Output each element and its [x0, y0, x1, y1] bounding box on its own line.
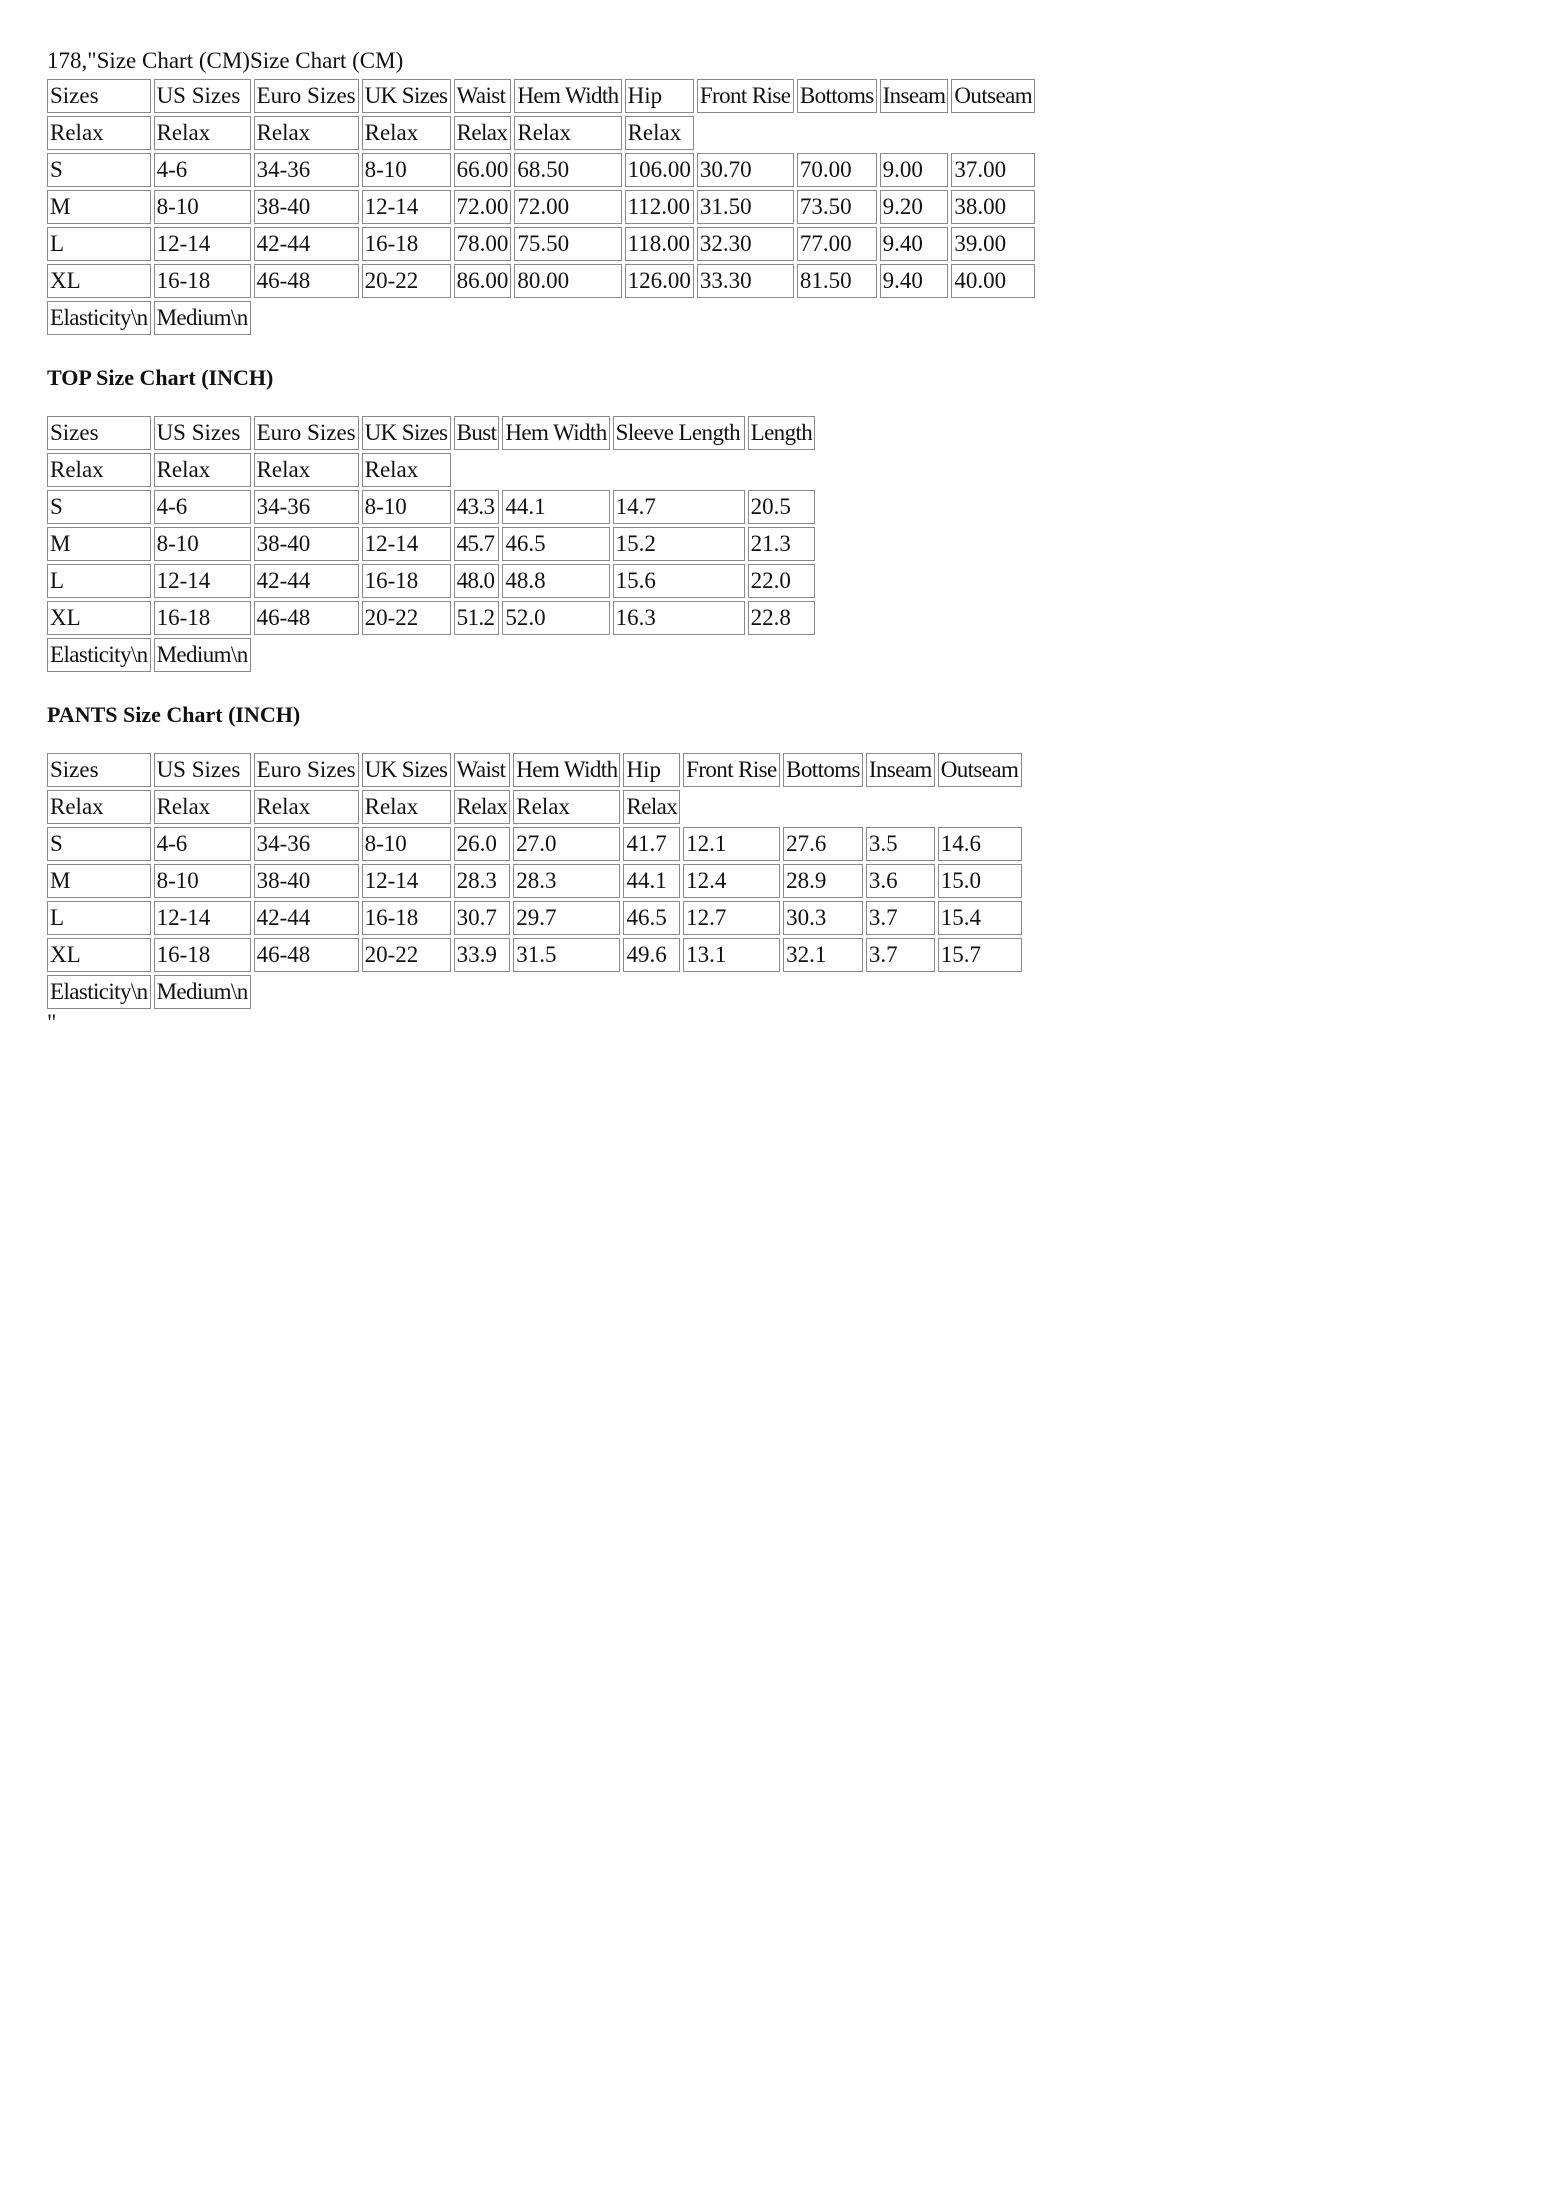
table-cell: 30.70: [697, 153, 794, 187]
header-cell: Outseam: [938, 753, 1022, 787]
table-cell: 68.50: [514, 153, 621, 187]
table-row: [47, 601, 815, 635]
empty-cell: [362, 975, 451, 1009]
table-cell: S: [47, 490, 151, 524]
table-cell: 15.7: [938, 938, 1022, 972]
empty-cell: [254, 975, 359, 1009]
table-cell: 78.00: [454, 227, 512, 261]
table-cell: 16-18: [362, 901, 451, 935]
table-cell: 4-6: [154, 827, 251, 861]
table-cell: 16.3: [613, 601, 745, 635]
top-size-table: [44, 413, 818, 675]
table-cell: 43.3: [454, 490, 500, 524]
empty-cell: [513, 975, 620, 1009]
empty-cell: [748, 453, 816, 487]
table-cell: 75.50: [514, 227, 621, 261]
table-cell: 8-10: [154, 527, 251, 561]
empty-cell: [514, 301, 621, 335]
empty-cell: [938, 790, 1022, 824]
table-cell: 42-44: [254, 901, 359, 935]
empty-cell: [254, 301, 359, 335]
empty-cell: [613, 453, 745, 487]
elasticity-row: [47, 975, 1022, 1009]
table-row: [47, 527, 815, 561]
table-cell: 45.7: [454, 527, 500, 561]
table-cell: L: [47, 564, 151, 598]
pants-size-table: [44, 750, 1025, 1012]
header-cell: Sizes: [47, 753, 151, 787]
table-cell: 38.00: [951, 190, 1035, 224]
empty-cell: [623, 975, 680, 1009]
table-cell: 8-10: [154, 190, 251, 224]
empty-cell: [362, 301, 451, 335]
table-cell: 46-48: [254, 938, 359, 972]
table-cell: 3.7: [866, 938, 935, 972]
table-cell: 3.5: [866, 827, 935, 861]
header-cell: US Sizes: [154, 753, 251, 787]
table-cell: XL: [47, 264, 151, 298]
header-cell: Euro Sizes: [254, 753, 359, 787]
table-cell: L: [47, 901, 151, 935]
relax-cell: Relax: [254, 453, 359, 487]
empty-cell: [683, 790, 780, 824]
pants-chart-title: PANTS Size Chart (INCH): [47, 702, 301, 727]
elasticity-label: Elasticity\n: [47, 638, 151, 672]
empty-cell: [625, 301, 694, 335]
table-cell: 46.5: [502, 527, 609, 561]
table-header-row: [47, 753, 1022, 787]
header-cell: Hem Width: [502, 416, 609, 450]
table-cell: 15.2: [613, 527, 745, 561]
table-cell: XL: [47, 601, 151, 635]
table-cell: 46-48: [254, 264, 359, 298]
table-row: [47, 490, 815, 524]
table-cell: 37.00: [951, 153, 1035, 187]
table-cell: 33.30: [697, 264, 794, 298]
table-cell: 31.50: [697, 190, 794, 224]
header-line: 178,"Size Chart (CM)Size Chart (CM): [47, 48, 404, 73]
header-cell: Hem Width: [514, 79, 621, 113]
table-cell: 16-18: [154, 938, 251, 972]
table-cell: M: [47, 864, 151, 898]
relax-cell: Relax: [454, 116, 512, 150]
relax-cell: Relax: [514, 116, 621, 150]
table-cell: 30.7: [454, 901, 511, 935]
table-cell: 12-14: [362, 864, 451, 898]
table-cell: 28.9: [783, 864, 863, 898]
table-cell: 12.1: [683, 827, 780, 861]
table-cell: 40.00: [951, 264, 1035, 298]
table-cell: 8-10: [362, 827, 451, 861]
empty-cell: [951, 116, 1035, 150]
empty-cell: [880, 116, 949, 150]
table-cell: 66.00: [454, 153, 512, 187]
table-cell: 48.8: [502, 564, 609, 598]
table-row: [47, 827, 1022, 861]
table-cell: 31.5: [513, 938, 620, 972]
table-cell: 106.00: [625, 153, 694, 187]
empty-cell: [866, 790, 935, 824]
table-cell: 27.6: [783, 827, 863, 861]
header-cell: Sizes: [47, 79, 151, 113]
relax-cell: Relax: [362, 453, 451, 487]
table-cell: 72.00: [514, 190, 621, 224]
empty-cell: [783, 790, 863, 824]
relax-row: [47, 790, 1022, 824]
size-chart-document: [47, 46, 1507, 1034]
table-cell: 80.00: [514, 264, 621, 298]
table-cell: XL: [47, 938, 151, 972]
table-cell: 16-18: [362, 227, 451, 261]
table-cell: 39.00: [951, 227, 1035, 261]
elasticity-row: [47, 301, 1035, 335]
empty-cell: [502, 638, 609, 672]
relax-cell: Relax: [47, 116, 151, 150]
relax-cell: Relax: [362, 116, 451, 150]
header-cell: US Sizes: [154, 79, 251, 113]
table-cell: L: [47, 227, 151, 261]
elasticity-row: [47, 638, 815, 672]
table-cell: 42-44: [254, 564, 359, 598]
table-cell: 28.3: [454, 864, 511, 898]
table-cell: 8-10: [362, 490, 451, 524]
relax-cell: Relax: [625, 116, 694, 150]
empty-cell: [797, 301, 877, 335]
table-cell: 12-14: [154, 564, 251, 598]
table-cell: 20-22: [362, 938, 451, 972]
table-cell: 12.7: [683, 901, 780, 935]
table-cell: 33.9: [454, 938, 511, 972]
relax-row: [47, 116, 1035, 150]
empty-cell: [697, 116, 794, 150]
empty-cell: [748, 638, 816, 672]
table-cell: 30.3: [783, 901, 863, 935]
table-cell: 51.2: [454, 601, 500, 635]
header-cell: Waist: [454, 79, 512, 113]
header-cell: Front Rise: [697, 79, 794, 113]
empty-cell: [454, 638, 500, 672]
table-cell: 14.7: [613, 490, 745, 524]
table-cell: 28.3: [513, 864, 620, 898]
table-cell: 126.00: [625, 264, 694, 298]
table-cell: S: [47, 153, 151, 187]
table-cell: 9.40: [880, 264, 949, 298]
table-cell: 3.7: [866, 901, 935, 935]
relax-cell: Relax: [154, 453, 251, 487]
relax-cell: Relax: [47, 790, 151, 824]
table-cell: 26.0: [454, 827, 511, 861]
header-cell: Hip: [625, 79, 694, 113]
table-cell: 34-36: [254, 827, 359, 861]
table-cell: 72.00: [454, 190, 512, 224]
table-cell: 77.00: [797, 227, 877, 261]
header-cell: Bottoms: [797, 79, 877, 113]
table-cell: 20-22: [362, 264, 451, 298]
table-row: [47, 901, 1022, 935]
header-cell: Hem Width: [513, 753, 620, 787]
header-cell: Outseam: [951, 79, 1035, 113]
table-cell: 52.0: [502, 601, 609, 635]
table-cell: 20.5: [748, 490, 816, 524]
table-cell: 27.0: [513, 827, 620, 861]
table-cell: 9.00: [880, 153, 949, 187]
table-cell: 16-18: [362, 564, 451, 598]
header-cell: Front Rise: [683, 753, 780, 787]
elasticity-label: Elasticity\n: [47, 975, 151, 1009]
relax-cell: Relax: [362, 790, 451, 824]
table-cell: 38-40: [254, 864, 359, 898]
table-row: [47, 938, 1022, 972]
header-cell: Euro Sizes: [254, 79, 359, 113]
empty-cell: [697, 301, 794, 335]
empty-cell: [454, 301, 512, 335]
header-cell: Sizes: [47, 416, 151, 450]
table-cell: 15.0: [938, 864, 1022, 898]
table-cell: 8-10: [362, 153, 451, 187]
header-cell: Sleeve Length: [613, 416, 745, 450]
table-cell: 48.0: [454, 564, 500, 598]
table-row: [47, 153, 1035, 187]
top-chart-title: TOP Size Chart (INCH): [47, 365, 274, 390]
relax-cell: Relax: [154, 116, 251, 150]
table-row: [47, 227, 1035, 261]
header-cell: Inseam: [866, 753, 935, 787]
table-cell: 22.0: [748, 564, 816, 598]
empty-cell: [938, 975, 1022, 1009]
header-cell: Euro Sizes: [254, 416, 359, 450]
table-cell: 112.00: [625, 190, 694, 224]
table-row: [47, 864, 1022, 898]
table-cell: 118.00: [625, 227, 694, 261]
relax-row: [47, 453, 815, 487]
table-cell: 12-14: [362, 527, 451, 561]
relax-cell: Relax: [513, 790, 620, 824]
table-cell: 20-22: [362, 601, 451, 635]
empty-cell: [783, 975, 863, 1009]
table-cell: 44.1: [502, 490, 609, 524]
header-cell: US Sizes: [154, 416, 251, 450]
table-cell: 41.7: [623, 827, 680, 861]
header-cell: Inseam: [880, 79, 949, 113]
table-cell: 8-10: [154, 864, 251, 898]
empty-cell: [362, 638, 451, 672]
closing-quote: ": [47, 1010, 57, 1035]
table-cell: M: [47, 527, 151, 561]
empty-cell: [454, 453, 500, 487]
table-cell: 13.1: [683, 938, 780, 972]
relax-cell: Relax: [154, 790, 251, 824]
empty-cell: [880, 301, 949, 335]
table-cell: 9.40: [880, 227, 949, 261]
cm-size-table: [44, 76, 1038, 338]
header-cell: Bottoms: [783, 753, 863, 787]
header-cell: Bust: [454, 416, 500, 450]
table-cell: 12-14: [154, 901, 251, 935]
header-cell: Waist: [454, 753, 511, 787]
header-cell: UK Sizes: [362, 79, 451, 113]
header-cell: UK Sizes: [362, 416, 451, 450]
elasticity-value: Medium\n: [154, 638, 251, 672]
table-row: [47, 190, 1035, 224]
table-cell: 44.1: [623, 864, 680, 898]
empty-cell: [683, 975, 780, 1009]
table-cell: 49.6: [623, 938, 680, 972]
table-cell: 32.1: [783, 938, 863, 972]
header-cell: UK Sizes: [362, 753, 451, 787]
table-cell: M: [47, 190, 151, 224]
relax-cell: Relax: [47, 453, 151, 487]
table-cell: S: [47, 827, 151, 861]
table-cell: 15.6: [613, 564, 745, 598]
table-cell: 29.7: [513, 901, 620, 935]
empty-cell: [866, 975, 935, 1009]
elasticity-value: Medium\n: [154, 301, 251, 335]
table-cell: 14.6: [938, 827, 1022, 861]
empty-cell: [454, 975, 511, 1009]
table-cell: 22.8: [748, 601, 816, 635]
table-cell: 38-40: [254, 527, 359, 561]
table-row: [47, 564, 815, 598]
table-cell: 16-18: [154, 264, 251, 298]
table-header-row: [47, 416, 815, 450]
table-cell: 4-6: [154, 153, 251, 187]
table-cell: 70.00: [797, 153, 877, 187]
table-cell: 15.4: [938, 901, 1022, 935]
table-cell: 12-14: [154, 227, 251, 261]
empty-cell: [613, 638, 745, 672]
relax-cell: Relax: [254, 116, 359, 150]
table-cell: 3.6: [866, 864, 935, 898]
empty-cell: [502, 453, 609, 487]
table-cell: 73.50: [797, 190, 877, 224]
relax-cell: Relax: [454, 790, 511, 824]
table-cell: 12-14: [362, 190, 451, 224]
table-cell: 46.5: [623, 901, 680, 935]
header-cell: Hip: [623, 753, 680, 787]
table-header-row: [47, 79, 1035, 113]
table-cell: 86.00: [454, 264, 512, 298]
table-cell: 46-48: [254, 601, 359, 635]
table-cell: 34-36: [254, 490, 359, 524]
table-cell: 4-6: [154, 490, 251, 524]
table-row: [47, 264, 1035, 298]
elasticity-label: Elasticity\n: [47, 301, 151, 335]
relax-cell: Relax: [254, 790, 359, 824]
empty-cell: [254, 638, 359, 672]
empty-cell: [797, 116, 877, 150]
table-cell: 9.20: [880, 190, 949, 224]
elasticity-value: Medium\n: [154, 975, 251, 1009]
table-cell: 12.4: [683, 864, 780, 898]
table-cell: 34-36: [254, 153, 359, 187]
table-cell: 38-40: [254, 190, 359, 224]
table-cell: 42-44: [254, 227, 359, 261]
header-cell: Length: [748, 416, 816, 450]
relax-cell: Relax: [623, 790, 680, 824]
table-cell: 32.30: [697, 227, 794, 261]
table-cell: 21.3: [748, 527, 816, 561]
table-cell: 16-18: [154, 601, 251, 635]
empty-cell: [951, 301, 1035, 335]
table-cell: 81.50: [797, 264, 877, 298]
